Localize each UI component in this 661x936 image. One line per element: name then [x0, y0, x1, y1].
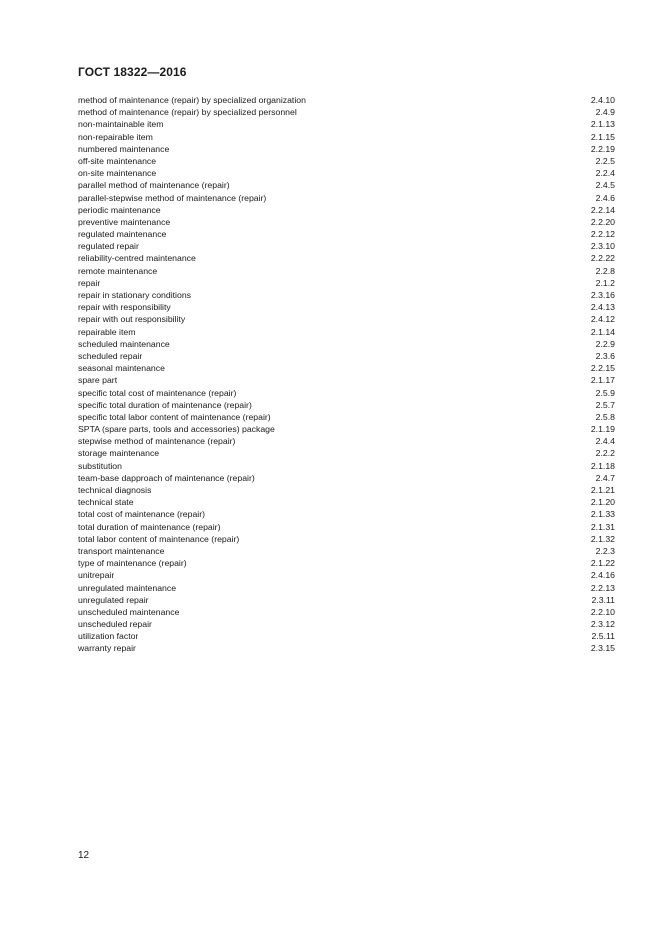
index-reference: 2.5.11: [591, 631, 615, 642]
index-entry: [78, 216, 615, 228]
index-reference: 2.1.14: [590, 326, 615, 337]
index-entry: [78, 338, 615, 350]
index-term: scheduled maintenance: [78, 338, 170, 349]
index-entry: [78, 155, 615, 167]
index-reference: 2.4.4: [595, 436, 615, 447]
index-term: unitrepair: [78, 570, 115, 581]
index-entry: [78, 472, 615, 484]
index-term: specific total cost of maintenance (repair): [78, 387, 237, 398]
index-entry: [78, 630, 615, 642]
index-term: stepwise method of maintenance (repair): [78, 436, 236, 447]
index-term: non-repairable item: [78, 131, 153, 142]
index-entry: [78, 399, 615, 411]
index-term: unregulated maintenance: [78, 582, 177, 593]
index-term: on-site maintenance: [78, 168, 157, 179]
index-entry: [78, 411, 615, 423]
index-term: repair: [78, 277, 101, 288]
index-reference: 2.1.20: [590, 497, 615, 508]
index-reference: 2.4.16: [590, 570, 615, 581]
index-reference: 2.2.15: [590, 363, 615, 374]
index-reference: 2.2.8: [595, 265, 615, 276]
index-reference: 2.3.12: [590, 619, 615, 630]
index-entry: [78, 167, 615, 179]
index-term: periodic maintenance: [78, 204, 161, 215]
index-reference: 2.2.20: [590, 216, 615, 227]
index-reference: 2.4.6: [595, 192, 615, 203]
index-reference: 2.4.12: [590, 314, 615, 325]
index-reference: 2.2.9: [595, 338, 615, 349]
index-entry: [78, 582, 615, 594]
index-entry: [78, 496, 615, 508]
index-entry: [78, 362, 615, 374]
index-reference: 2.1.31: [590, 521, 615, 532]
index-term: repair in stationary conditions: [78, 290, 191, 300]
index-reference: 2.2.13: [590, 582, 615, 593]
index-term: transport maintenance: [78, 545, 165, 556]
index-reference: 2.2.14: [590, 204, 615, 215]
index-reference: 2.3.10: [590, 241, 615, 252]
index-term: storage maintenance: [78, 448, 160, 459]
index-entry: [78, 265, 615, 277]
index-entry: [78, 118, 615, 130]
index-reference: 2.2.3: [595, 545, 615, 556]
index-entry: [78, 374, 615, 386]
index-reference: 2.5.8: [595, 411, 615, 422]
index-entry: [78, 594, 615, 606]
index-reference: 2.2.5: [595, 155, 615, 166]
index-entry: [78, 277, 615, 289]
index-reference: 2.1.2: [595, 277, 615, 288]
index-reference: 2.1.33: [590, 509, 615, 520]
index-reference: 2.1.22: [590, 558, 615, 569]
index-entry: [78, 521, 615, 533]
index-term: warranty repair: [78, 643, 136, 654]
index-entry: [78, 569, 615, 581]
page-header: ГОСТ 18322—2016: [78, 65, 187, 79]
index-reference: 2.1.17: [590, 375, 615, 386]
index-reference: 2.3.15: [590, 643, 615, 654]
index-term: specific total duration of maintenance (repair): [78, 399, 252, 410]
index-entry: [78, 557, 615, 569]
index-entry: [78, 484, 615, 496]
index-reference: 2.4.10: [590, 95, 615, 105]
index-term: team-base dapproach of maintenance (repair): [78, 472, 255, 483]
index-reference: 2.2.22: [590, 253, 615, 264]
index-reference: 2.1.21: [590, 485, 615, 495]
index-reference: 2.4.9: [595, 107, 615, 118]
index-term: technical state: [78, 497, 134, 508]
index-entry: [78, 460, 615, 472]
index-term: technical diagnosis: [78, 485, 152, 495]
index-entry: [78, 435, 615, 447]
index-entry: [78, 606, 615, 618]
term-index: [78, 94, 615, 655]
index-term: off-site maintenance: [78, 155, 157, 166]
index-entry: [78, 252, 615, 264]
index-entry: [78, 228, 615, 240]
index-reference: 2.3.11: [591, 594, 615, 605]
index-entry: [78, 94, 615, 106]
index-term: SPTA (spare parts, tools and accessories) package: [78, 424, 275, 435]
index-term: numbered maintenance: [78, 143, 170, 154]
index-reference: 2.5.9: [595, 387, 615, 398]
index-reference: 2.3.16: [590, 290, 615, 300]
index-entry: [78, 179, 615, 191]
index-term: total labor content of maintenance (repair): [78, 533, 240, 544]
page-number: 12: [78, 850, 90, 861]
index-term: method of maintenance (repair) by specialized personnel: [78, 107, 297, 118]
index-entry: [78, 143, 615, 155]
index-reference: 2.4.5: [595, 180, 615, 191]
index-term: unscheduled repair: [78, 619, 152, 630]
index-entry: [78, 447, 615, 459]
index-reference: 2.2.19: [590, 143, 615, 154]
index-reference: 2.4.13: [590, 302, 615, 313]
index-term: scheduled repair: [78, 350, 143, 361]
index-term: parallel method of maintenance (repair): [78, 180, 230, 191]
index-entry: [78, 204, 615, 216]
index-term: remote maintenance: [78, 265, 158, 276]
index-reference: 2.5.7: [595, 399, 615, 410]
index-entry: [78, 289, 615, 301]
index-reference: 2.1.18: [590, 460, 615, 471]
index-term: parallel-stepwise method of maintenance (repair): [78, 192, 267, 203]
index-term: specific total labor content of maintenance (repair): [78, 411, 271, 422]
index-term: repairable item: [78, 326, 136, 337]
index-reference: 2.2.4: [595, 168, 615, 179]
index-reference: 2.1.19: [590, 424, 615, 435]
index-term: unscheduled maintenance: [78, 606, 180, 617]
index-reference: 2.2.12: [590, 229, 615, 240]
index-term: seasonal maintenance: [78, 363, 165, 374]
index-entry: [78, 240, 615, 252]
index-entry: [78, 106, 615, 118]
index-term: repair with out responsibility: [78, 314, 186, 325]
index-entry: [78, 533, 615, 545]
index-entry: [78, 508, 615, 520]
index-reference: 2.2.10: [590, 606, 615, 617]
index-entry: [78, 642, 615, 654]
index-entry: [78, 301, 615, 313]
index-term: repair with responsibility: [78, 302, 171, 313]
index-reference: 2.4.7: [595, 472, 615, 483]
index-entry: [78, 545, 615, 557]
index-term: total cost of maintenance (repair): [78, 509, 205, 520]
index-entry: [78, 350, 615, 362]
index-term: substitution: [78, 460, 122, 471]
index-reference: 2.1.15: [590, 131, 615, 142]
index-reference: 2.1.13: [590, 119, 615, 130]
index-entry: [78, 618, 615, 630]
index-term: regulated maintenance: [78, 229, 167, 240]
index-entry: [78, 192, 615, 204]
index-reference: 2.2.2: [595, 448, 615, 459]
index-entry: [78, 326, 615, 338]
index-term: method of maintenance (repair) by specialized organization: [78, 95, 306, 105]
index-term: non-maintainable item: [78, 119, 164, 130]
index-reference: 2.3.6: [595, 350, 615, 361]
index-reference: 2.1.32: [590, 533, 615, 544]
index-entry: [78, 313, 615, 325]
index-term: total duration of maintenance (repair): [78, 521, 221, 532]
index-term: preventive maintenance: [78, 216, 171, 227]
index-term: unregulated repair: [78, 594, 149, 605]
index-term: spare part: [78, 375, 118, 386]
index-term: utilization factor: [78, 631, 139, 642]
index-term: reliability-centred maintenance: [78, 253, 196, 264]
index-entry: [78, 131, 615, 143]
index-term: type of maintenance (repair): [78, 558, 187, 569]
index-term: regulated repair: [78, 241, 139, 252]
index-entry: [78, 387, 615, 399]
index-entry: [78, 423, 615, 435]
